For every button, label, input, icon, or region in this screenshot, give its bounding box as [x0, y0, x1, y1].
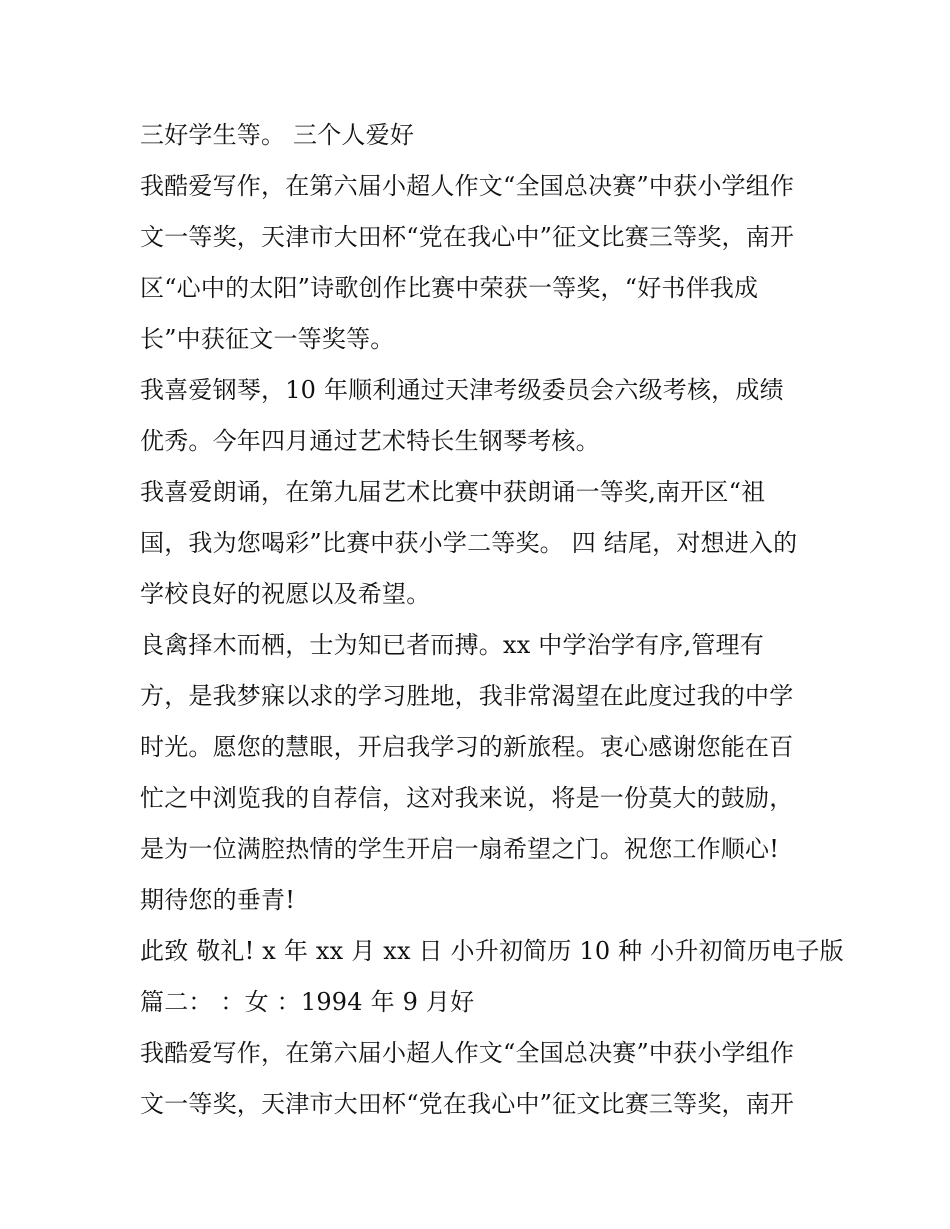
- text-line: 我酷爱写作，在第六届小超人作文“全国总决赛”中获小学组作: [140, 172, 795, 200]
- text-line: 方，是我梦寐以求的学习胜地，我非常渴望在此度过我的中学: [140, 682, 794, 710]
- text-line: 此致 敬礼! x 年 xx 月 xx 日 小升初简历 10 种 小升初简历电子版: [140, 937, 844, 965]
- text-line: 文一等奖，天津市大田杯“党在我心中”征文比赛三等奖，南开: [140, 1090, 795, 1118]
- text-line: 三好学生等。 三个人爱好: [140, 121, 415, 149]
- text-line: 国，我为您喝彩”比赛中获小学二等奖。 四 结尾，对想进入的: [140, 529, 798, 557]
- text-line: 区“心中的太阳”诗歌创作比赛中荣获一等奖，“好书伴我成: [140, 274, 759, 302]
- text-line: 忙之中浏览我的自荐信，这对我来说，将是一份莫大的鼓励，: [140, 784, 794, 812]
- text-line: 时光。愿您的慧眼，开启我学习的新旅程。衷心感谢您能在百: [140, 733, 794, 761]
- text-line: 良禽择木而栖，士为知已者而搏。xx 中学治学有序,管理有: [140, 631, 764, 659]
- text-line: 篇二： ：女 ：1994 年 9 月好: [140, 988, 475, 1016]
- document-body: [140, 110, 844, 1130]
- text-line: 文一等奖，天津市大田杯“党在我心中”征文比赛三等奖，南开: [140, 223, 795, 251]
- text-line: 学校良好的祝愿以及希望。: [140, 580, 431, 608]
- text-line: 是为一位满腔热情的学生开启一扇希望之门。祝您工作顺心!: [140, 835, 780, 863]
- text-line: 期待您的垂青!: [140, 886, 296, 914]
- text-line: 优秀。今年四月通过艺术特长生钢琴考核。: [140, 427, 600, 455]
- text-line: 长”中获征文一等奖等。: [140, 325, 395, 353]
- text-line: 我喜爱朗诵，在第九届艺术比赛中获朗诵一等奖,南开区“祖: [140, 478, 766, 506]
- text-line: 我喜爱钢琴，10 年顺利通过天津考级委员会六级考核，成绩: [140, 376, 784, 404]
- text-line: 我酷爱写作，在第六届小超人作文“全国总决赛”中获小学组作: [140, 1039, 795, 1067]
